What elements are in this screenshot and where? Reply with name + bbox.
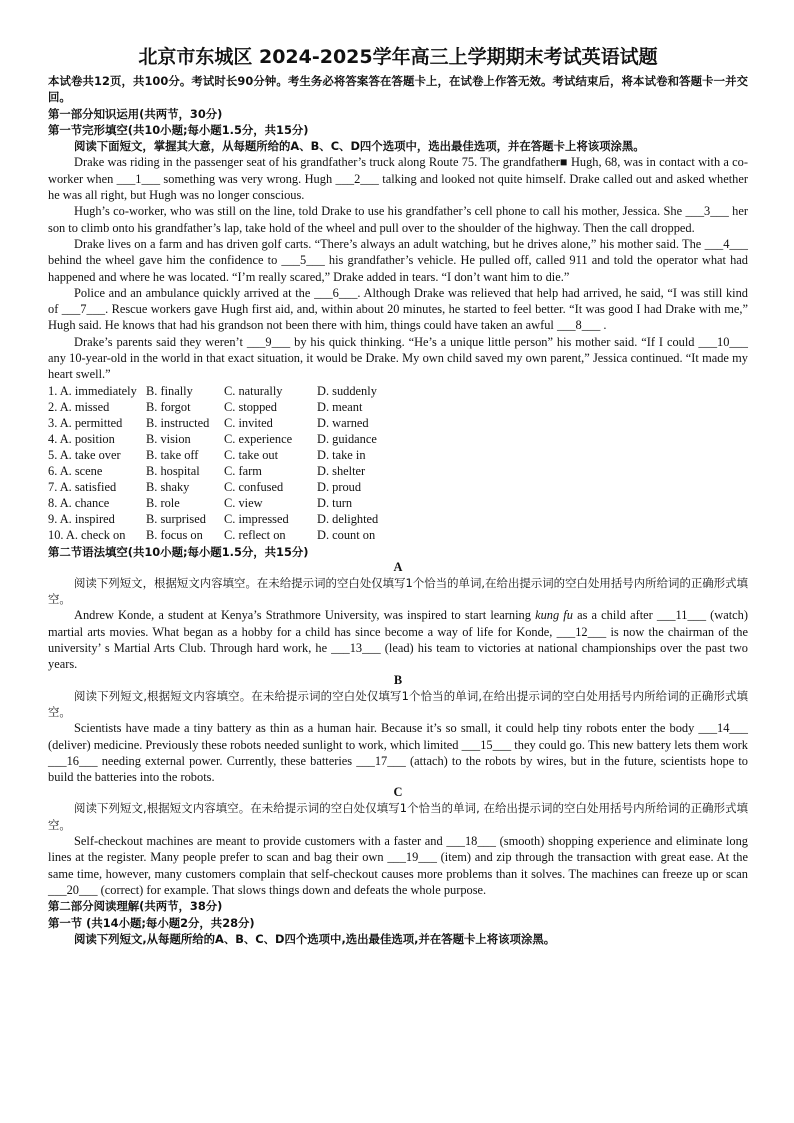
option-b: B. instructed <box>146 415 210 430</box>
option-row <box>48 463 748 479</box>
option-d: D. proud <box>317 480 362 495</box>
grammar-instruction-a: 阅读下列短文，根据短文内容填空。在未给提示词的空白处仅填写1个恰当的单词,在给出提示词的空白处用括号内所给词的正确形式填空。 <box>48 575 748 607</box>
exam-page <box>48 44 748 947</box>
section1-instruction: 阅读下面短文，掌握其大意，从每题所给的A、B、C、D四个选项中，选出最佳选项，并在答题卡上将该项涂黑。 <box>74 139 645 154</box>
option-a: 7. A. satisfied <box>48 480 117 495</box>
option-row <box>48 511 748 527</box>
option-c: C. take out <box>224 448 279 463</box>
section2-heading: 第二节语法填空(共10小题;每小题1.5分，共15分) <box>48 544 309 559</box>
option-b: B. finally <box>146 383 193 398</box>
part2-section1-heading: 第一节 (共14小题;每小题2分，共28分) <box>48 915 255 930</box>
cloze-options <box>48 383 748 544</box>
option-d: D. meant <box>317 399 363 414</box>
grammar-instruction-b: 阅读下列短文,根据短文内容填空。在未给提示词的空白处仅填写1个恰当的单词,在给出提示词的空白处用括号内所给词的正确形式填空。 <box>48 688 748 719</box>
option-b: B. shaky <box>146 480 190 495</box>
cloze-paragraph: Drake’s parents said they weren’t ___9___ by his quick thinking. “He’s a unique little person” his mother said. “If I could ___10___ any 10-year-old in the world in that exact situation, it would be Drake. My own child saved my own parent,” Jessica continued. “It made my heart swell.” <box>48 334 748 382</box>
option-d: D. suddenly <box>317 383 377 398</box>
passage-b: Scientists have made a tiny battery as thin as a human hair. Because it’s so small, it could help tiny robots enter the body ___14___ (deliver) medicine. Previously these robots needed sunlight to work, which limited ___15___ they could go. This new battery lets them work ___16___ needing external power. Currently, these batteries ___17___ (attach) to the robots by wires, but in the future, scientists hope to build the batteries into the robots. <box>48 721 748 785</box>
option-a: 2. A. missed <box>48 399 110 414</box>
cloze-paragraph: Police and an ambulance quickly arrived at the ___6___. Although Drake was relieved that help had arrived, he said, “I was still kind of ___7___. Rescue workers gave Hugh first aid, and, within about 20 minutes, he started to feel better. “It was good I had Drake with me,” Hugh said. He knows that had his grandson not been there with him, things could have taken an awful ___8___ . <box>48 285 748 333</box>
option-b: B. vision <box>146 431 191 446</box>
cloze-passage <box>48 154 748 382</box>
option-row <box>48 399 748 415</box>
option-b: B. surprised <box>146 512 206 527</box>
option-row <box>48 447 748 463</box>
passage-b-letter: B <box>393 672 403 687</box>
option-c: C. naturally <box>224 383 283 398</box>
grammar-instruction-c: 阅读下列短文,根据短文内容填空。在未给提示词的空白处仅填写1个恰当的单词, 在给出提示词的空白处用括号内所给词的正确形式填空。 <box>48 801 748 832</box>
option-c: C. invited <box>224 415 273 430</box>
option-d: D. warned <box>317 415 369 430</box>
option-row <box>48 383 748 399</box>
cloze-paragraph: Hugh’s co-worker, who was still on the line, told Drake to use his grandfather’s cell phone to call his mother, Jessica. She ___3___ her son to climb onto his grandfather’s lap, take hold of the wheel and pull over to the shoulder of the highway. Then the call dropped. <box>48 204 748 235</box>
section1-heading: 第一节完形填空(共10小题;每小题1.5分，共15分) <box>48 122 309 137</box>
option-row <box>48 415 748 431</box>
option-c: C. view <box>224 496 263 511</box>
passage-c: Self-checkout machines are meant to provide customers with a faster and ___18___ (smooth) shopping experience and eliminate long lines at the register. Many people prefer to scan and bag their own ___19___ (item) and zip through the transaction with great ease. At the same time, however, many customers complain that self-checkout causes more problems than it solves. The machines can freeze up or scan ___20___ (correct) for example. That slows things down and defeats the whole purpose. <box>48 834 748 897</box>
option-c: C. farm <box>224 464 262 479</box>
option-a: 8. A. chance <box>48 496 110 511</box>
option-a: 9. A. inspired <box>48 512 115 527</box>
option-row <box>48 479 748 495</box>
exam-intro: 本试卷共12页，共100分。考试时长90分钟。考生务必将答案答在答题卡上，在试卷上作答无效。考试结束后，将本试卷和答题卡一并交回。 <box>48 74 748 105</box>
option-c: C. confused <box>224 480 284 495</box>
option-row <box>48 495 748 511</box>
option-a: 6. A. scene <box>48 464 103 479</box>
option-b: B. role <box>146 496 180 511</box>
option-b: B. take off <box>146 448 199 463</box>
option-a: 1. A. immediately <box>48 383 137 398</box>
option-c: C. stopped <box>224 399 278 414</box>
option-row <box>48 431 748 447</box>
option-d: D. count on <box>317 528 376 543</box>
cloze-paragraph: Drake lives on a farm and has driven golf carts. “There’s always an adult watching, but he drives alone,” his mother said. The ___4___ behind the wheel gave him the confidence to ___5___ his grandfather’s vehicle. He pulled off, called 911 and told the operator what had happened and where he was located. “I’m really scared,” Drake added in tears. “I don’t want him to die.” <box>48 236 748 284</box>
option-row <box>48 527 748 543</box>
option-c: C. impressed <box>224 512 289 527</box>
page-title: 北京市东城区 2024-2025学年高三上学期期末考试英语试题 <box>138 46 658 68</box>
passage-a-letter: A <box>393 559 403 574</box>
part1-heading: 第一部分知识运用(共两节，30分) <box>48 106 223 121</box>
option-a: 5. A. take over <box>48 448 121 463</box>
option-d: D. shelter <box>317 464 366 479</box>
passage-a-text-2: as a child after ___11___ (watch) martial arts movies. What began as a hobby for a child has since become a way of life for Konde, ___12___ is now the chairman of the university’ s Martial Arts Club. Through hard work, he ___13___ (lead) his team to victories at national championships over the past two years. <box>48 608 749 672</box>
option-c: C. reflect on <box>224 528 286 543</box>
option-a: 4. A. position <box>48 431 115 446</box>
option-d: D. turn <box>317 496 353 511</box>
passage-a-text-1: Andrew Konde, a student at Kenya’s Strathmore University, was inspired to start learning <box>74 608 536 623</box>
passage-a <box>48 607 748 672</box>
option-a: 10. A. check on <box>48 528 126 543</box>
option-b: B. forgot <box>146 399 191 414</box>
option-b: B. focus on <box>146 528 203 543</box>
part2-section1-instruction: 阅读下列短文,从每题所给的A、B、C、D四个选项中,选出最佳选项,并在答题卡上将该项涂黑。 <box>74 931 556 946</box>
option-c: C. experience <box>224 431 293 446</box>
passage-c-letter: C <box>393 785 403 800</box>
option-d: D. guidance <box>317 431 377 446</box>
part2-heading: 第二部分阅读理解(共两节，38分) <box>48 899 223 914</box>
passage-a-italic: kung fu <box>535 608 573 623</box>
cloze-paragraph: Drake was riding in the passenger seat of his grandfather’s truck along Route 75. The grandfather■ Hugh, 68, was in contact with a co-worker when ___1___ something was very wrong. Hugh ___2___ talking and looked not quite himself. Drake called out and asked whether he was all right, but Hugh was no longer conscious. <box>48 155 748 203</box>
option-b: B. hospital <box>146 464 200 479</box>
option-d: D. delighted <box>317 512 379 527</box>
option-a: 3. A. permitted <box>48 415 123 430</box>
option-d: D. take in <box>317 448 366 463</box>
